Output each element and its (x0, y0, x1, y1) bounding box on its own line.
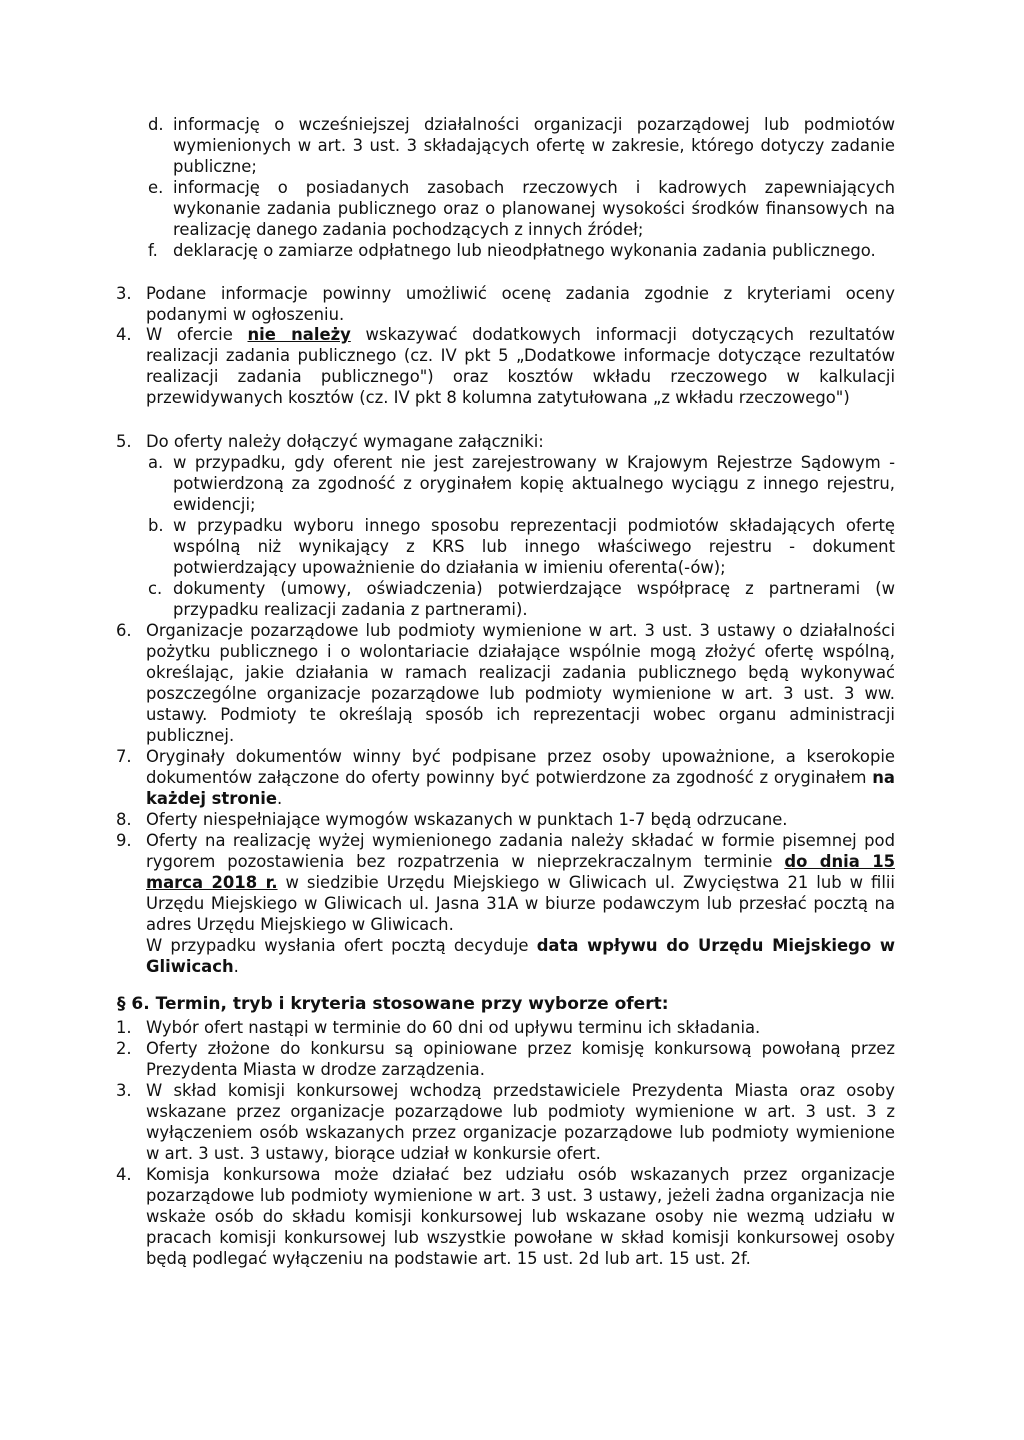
item-marker: b. (148, 516, 164, 535)
text-run: . (233, 957, 239, 976)
item-marker: 8. (116, 810, 132, 829)
list-item-5 (116, 431, 895, 452)
item-text: dokumenty (umowy, oświadczenia) potwierdzające współpracę z partnerami (w przypadku realizacji zadania z partnerami). (173, 579, 895, 619)
item-paragraph (146, 935, 895, 977)
item-marker: 5. (116, 432, 132, 451)
section-item-4 (116, 1164, 895, 1269)
emphasis-bold: data wpływu do Urzędu Miejskiego w Gliwicach (146, 936, 896, 976)
item-marker: 3. (116, 284, 132, 303)
item-text: w przypadku, gdy oferent nie jest zarejestrowany w Krajowym Rejestrze Sądowym - potwierdzoną za zgodność z oryginałem kopię aktualnego wyciągu z innego rejestru, ewidencji; (173, 453, 895, 514)
text-run: Oferty na realizację wyżej wymienionego zadania należy składać w formie pisemnej pod rygorem pozostawienia bez rozpatrzenia w nieprzekraczalnym terminie (146, 831, 895, 871)
item-marker: 6. (116, 621, 132, 640)
list-item-3 (116, 283, 895, 325)
list-item-f (148, 240, 895, 261)
item-text: Podane informacje powinny umożliwić ocenę zadania zgodnie z kryteriami oceny podanymi w ogłoszeniu. (146, 284, 895, 324)
item-marker: a. (148, 453, 164, 472)
list-item-4 (116, 324, 895, 408)
item-text (146, 746, 895, 809)
item-marker: 1. (116, 1018, 132, 1037)
item-text: w przypadku wyboru innego sposobu reprezentacji podmiotów składających ofertę wspólną niż wynikający z KRS lub innego właściwego rejestru - dokument potwierdzający upoważnienie do działania w imieniu oferenta(-ów); (173, 516, 895, 577)
item-text: Wybór ofert nastąpi w terminie do 60 dni od upływu terminu ich składania. (146, 1018, 761, 1037)
item-text (146, 830, 895, 935)
list-item-6 (116, 620, 895, 746)
item-marker: 2. (116, 1039, 132, 1058)
section-heading: § 6. Termin, tryb i kryteria stosowane przy wyborze ofert: (117, 994, 669, 1014)
text-run: Oryginały dokumentów winny być podpisane przez osoby upoważnione, a kserokopie dokumentów załączone do oferty powinny być potwierdzone za zgodność z oryginałem (146, 747, 895, 787)
item-text: informację o posiadanych zasobach rzeczowych i kadrowych zapewniających wykonanie zadania publicznego oraz o planowanej wysokości środków finansowych na realizację danego zadania pochodzących z innych źródeł; (173, 178, 895, 239)
item-marker: 9. (116, 831, 132, 850)
list-item-7 (116, 746, 895, 809)
item-marker: 7. (116, 747, 132, 766)
item-marker: f. (148, 241, 158, 260)
section-item-2 (116, 1038, 895, 1080)
item-text: Komisja konkursowa może działać bez udziału osób wskazanych przez organizacje pozarządowe lub podmioty wymienione w art. 3 ust. 3 ustawy, jeżeli żadna organizacja nie wskaże osób do składu komisji konkursowej lub wskazane osoby nie wezmą udziału w pracach komisji konkursowej lub wszystkie powołane w skład komisji konkursowej osoby będą podlegać wyłączeniu na podstawie art. 15 ust. 2d lub art. 15 ust. 2f. (146, 1165, 895, 1268)
item-text: Oferty złożone do konkursu są opiniowane przez komisję konkursową powołaną przez Prezydenta Miasta w drodze zarządzenia. (146, 1039, 895, 1079)
item-marker: 3. (116, 1081, 132, 1100)
item-text: W skład komisji konkursowej wchodzą przedstawiciele Prezydenta Miasta oraz osoby wskazane przez organizacje pozarządowe lub podmioty wymienione w art. 3 ust. 3 z wyłączeniem osób wskazanych przez organizacje pozarządowe lub podmioty wymienione w art. 3 ust. 3 ustawy, biorące udział w konkursie ofert. (146, 1081, 895, 1163)
item-marker: 4. (116, 1165, 132, 1184)
emphasis-bold: na każdej stronie (146, 768, 895, 808)
item-text (146, 324, 895, 408)
section-item-1 (116, 1017, 895, 1038)
item-text: Organizacje pozarządowe lub podmioty wymienione w art. 3 ust. 3 ustawy o działalności pożytku publicznego i o wolontariacie działające wspólnie mogą złożyć ofertę wspólną, określając, jakie działania w ramach realizacji zadania publicznego będą wykonywać poszczególne organizacje pozarządowe lub podmioty wymienione w art. 3 ust. 3 ww. ustawy. Podmioty te określają sposób ich reprezentacji wobec organu administracji publicznej. (146, 621, 895, 745)
list-item-e (148, 177, 895, 240)
list-item-d (148, 114, 895, 177)
item-marker: d. (148, 115, 164, 134)
item-marker: c. (148, 579, 163, 598)
item-text: Oferty niespełniające wymogów wskazanych w punktach 1-7 będą odrzucane. (146, 810, 788, 829)
item-marker: e. (148, 178, 164, 197)
list-item-5a (148, 452, 895, 515)
item-text: informację o wcześniejszej działalności organizacji pozarządowej lub podmiotów wymienionych w art. 3 ust. 3 składających ofertę w zakresie, którego dotyczy zadanie publiczne; (173, 115, 895, 176)
text-run: W ofercie (146, 325, 248, 344)
section-item-3 (116, 1080, 895, 1164)
text-run: w siedzibie Urzędu Miejskiego w Gliwicach ul. Zwycięstwa 21 lub w filii Urzędu Miejskiego w Gliwicach ul. Jasna 31A w biurze podawczym lub przesłać pocztą na adres Urzędu Miejskiego w Gliwicach. (146, 873, 895, 934)
list-item-5b (148, 515, 895, 578)
text-run: . (277, 789, 283, 808)
item-text: deklarację o zamiarze odpłatnego lub nieodpłatnego wykonania zadania publicznego. (173, 241, 876, 260)
list-item-9 (116, 830, 896, 977)
text-run: wskazywać dodatkowych informacji dotyczących rezultatów realizacji zadania publicznego (cz. IV pkt 5 „Dodatkowe informacje dotyczące rezultatów realizacji zadania publicznego") oraz kosztów wkładu rzeczowego w kalkulacji przewidywanych kosztów (cz. IV pkt 8 kolumna zatytułowana „z wkładu rzeczowego") (146, 325, 895, 407)
item-marker: 4. (116, 325, 132, 344)
emphasis-underline: do dnia 15 marca 2018 r. (146, 852, 896, 892)
list-item-5c (148, 578, 895, 620)
list-item-8 (116, 809, 895, 830)
item-text: Do oferty należy dołączyć wymagane załączniki: (146, 432, 544, 451)
text-run: W przypadku wysłania ofert pocztą decyduje (146, 936, 537, 955)
emphasis-underline: nie należy (247, 325, 351, 344)
